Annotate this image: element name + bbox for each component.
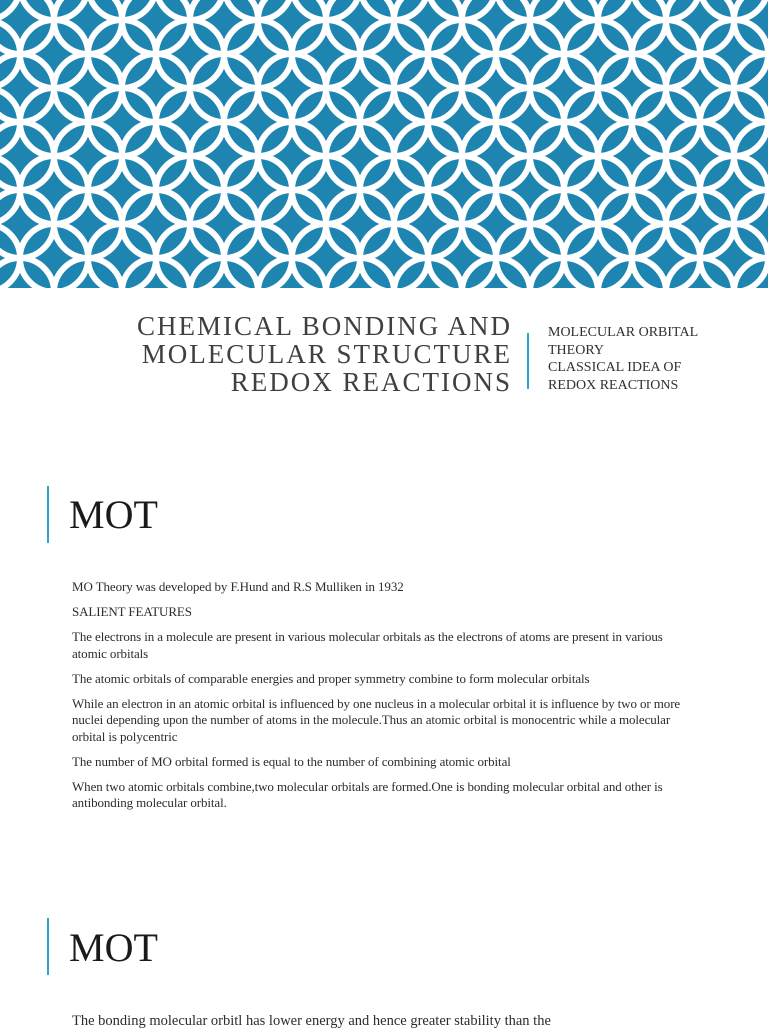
cover-subtitle-line: CLASSICAL IDEA OF [548,360,682,375]
slide1-title: MOT [69,492,158,537]
cover-banner [0,0,768,288]
cover-title-line: CHEMICAL BONDING AND [137,311,512,341]
slide1-paragraph: The atomic orbitals of comparable energies and proper symmetry combine to form molecular orbitals [72,670,590,686]
cover-divider [527,333,529,389]
slide2-title: MOT [69,925,158,970]
cover-title-line: REDOX REACTIONS [230,367,512,397]
slide2-first-line: The bonding molecular orbitl has lower energy and hence greater stability than the [72,1013,551,1029]
cover-subtitle-line: REDOX REACTIONS [548,377,679,393]
slide1-paragraph: When two atomic orbitals combine,two molecular orbitals are formed.One is bonding molecular orbital and other is antibonding molecular orbital. [72,778,663,810]
cover-title [60,312,512,396]
slide1-body [72,579,682,820]
cover-title-line: MOLECULAR STRUCTURE [141,339,512,369]
slide1-accent-bar [47,486,49,543]
slide1-paragraph: MO Theory was developed by F.Hund and R.S Mulliken in 1932 [72,579,404,594]
slide1-paragraph: While an electron in an atomic orbital is influenced by one nucleus in a molecular orbital it is influence by two or more nuclei depending upon the number of atoms in the molecule.Thus an atomic orbital is monocentric while a molecular orbital is polycentric [72,695,681,744]
cover-subtitle-line: MOLECULAR ORBITAL [548,325,699,340]
cover-subtitle [548,324,758,394]
slide1-paragraph: SALIENT FEATURES [72,604,192,619]
slide1-paragraph: The electrons in a molecule are present in various molecular orbitals as the electrons of atoms are present in various atomic orbitals [72,629,663,661]
slide2-accent-bar [47,918,49,975]
cover-subtitle-line: THEORY [548,342,604,358]
interlocking-circles-pattern [0,0,768,288]
slide1-paragraph: The number of MO orbital formed is equal to the number of combining atomic orbital [72,753,511,769]
